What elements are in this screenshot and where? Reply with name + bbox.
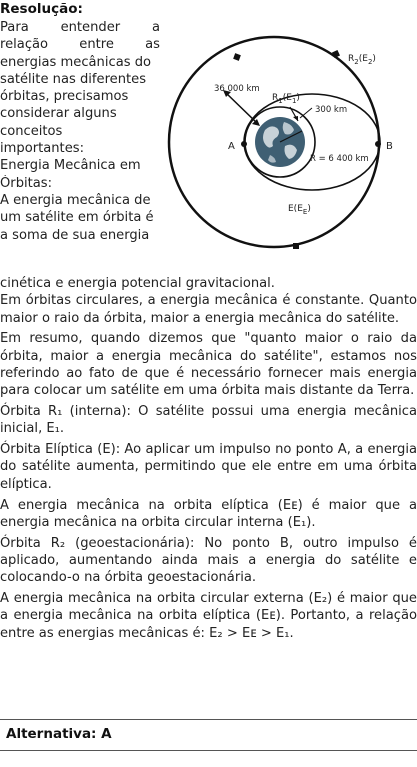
label-elliptical-orbit: $E(E_E)$ <box>288 204 311 216</box>
intro-line: importantes: <box>0 141 84 157</box>
paragraph-energy-compare-1: A energia mecânica na orbita elíptica (Eᴇ) é maior que a energia mecânica na orbita circular interna (E₁). <box>0 497 417 530</box>
intro-line: relação entre as <box>0 37 160 53</box>
intro-line: A energia mecânica de <box>0 192 151 208</box>
intro-tail: cinética e energia potencial gravitacional. <box>0 276 275 291</box>
intro-line: satélite nas diferentes <box>0 71 147 87</box>
answer-box <box>0 719 417 751</box>
intro-line: um satélite em órbita é <box>0 210 154 226</box>
answer-label: Alternativa: A <box>6 726 112 742</box>
point-b-marker <box>375 141 381 147</box>
label-300-km: 300 km <box>315 105 348 115</box>
intro-line: Energia Mecânica em <box>0 158 141 174</box>
paragraph-energy-compare-2: A energia mecânica na orbita circular externa (E₂) é maior que a energia mecânica na orbita elíptica (Eᴇ). Portanto, a relação entre as energias mecânicas é: E₂ > Eᴇ > E₁. <box>0 591 417 641</box>
point-a-marker <box>241 141 247 147</box>
intro-line: considerar alguns <box>0 106 117 122</box>
orbit-diagram <box>162 18 417 273</box>
intro-line: a soma de sua energia <box>0 227 150 243</box>
label-r1-orbit: $R_1(E_1)$ <box>272 93 300 105</box>
label-r2-orbit: $R_2(E_2)$ <box>348 54 376 66</box>
label-point-a: A <box>228 141 235 152</box>
intro-column <box>0 19 160 244</box>
paragraph-orbit-r2: Órbita R₂ (geoestacionária): No ponto B, outro impulso é aplicado, aumentando ainda mais a energia do satélite e colocando-o na órbita geoestacionária. <box>0 535 417 586</box>
label-point-b: B <box>386 141 393 152</box>
intro-line: energias mecânicas do <box>0 54 152 70</box>
paragraph-orbit-r1: Órbita R₁ (interna): O satélite possui uma energia mecânica inicial, E₁. <box>0 404 417 437</box>
intro-line: órbitas, precisamos <box>0 89 129 105</box>
heading: Resolução: <box>0 1 83 17</box>
paragraph-summary: Em resumo, quando dizemos que "quanto maior o raio da órbita, maior a energia mecânica do satélite", estamos nos referindo ao fato de que é necessário fornecer mais energia para colocar um satélite em uma órbita mais distante da Terra. <box>0 331 417 399</box>
satellite-marker <box>233 53 241 61</box>
intro-line: Órbitas: <box>0 175 53 191</box>
label-36000-km: 36 000 km <box>214 84 260 94</box>
body-text <box>0 275 417 645</box>
arrow-36000 <box>225 92 258 124</box>
satellite-marker <box>293 243 299 249</box>
intro-line: Para entender a <box>0 20 160 35</box>
label-earth-radius: R = 6 400 km <box>310 154 369 164</box>
paragraph-elliptical-orbit: Órbita Elíptica (E): Ao aplicar um impulso no ponto A, a energia do satélite aumenta, permitindo que ele entre em uma órbita elíptica. <box>0 442 417 492</box>
paragraph-circular-orbits: Em órbitas circulares, a energia mecânica é constante. Quanto maior o raio da órbita, maior a energia mecânica do satélite. <box>0 293 417 326</box>
intro-line: conceitos <box>0 123 63 139</box>
